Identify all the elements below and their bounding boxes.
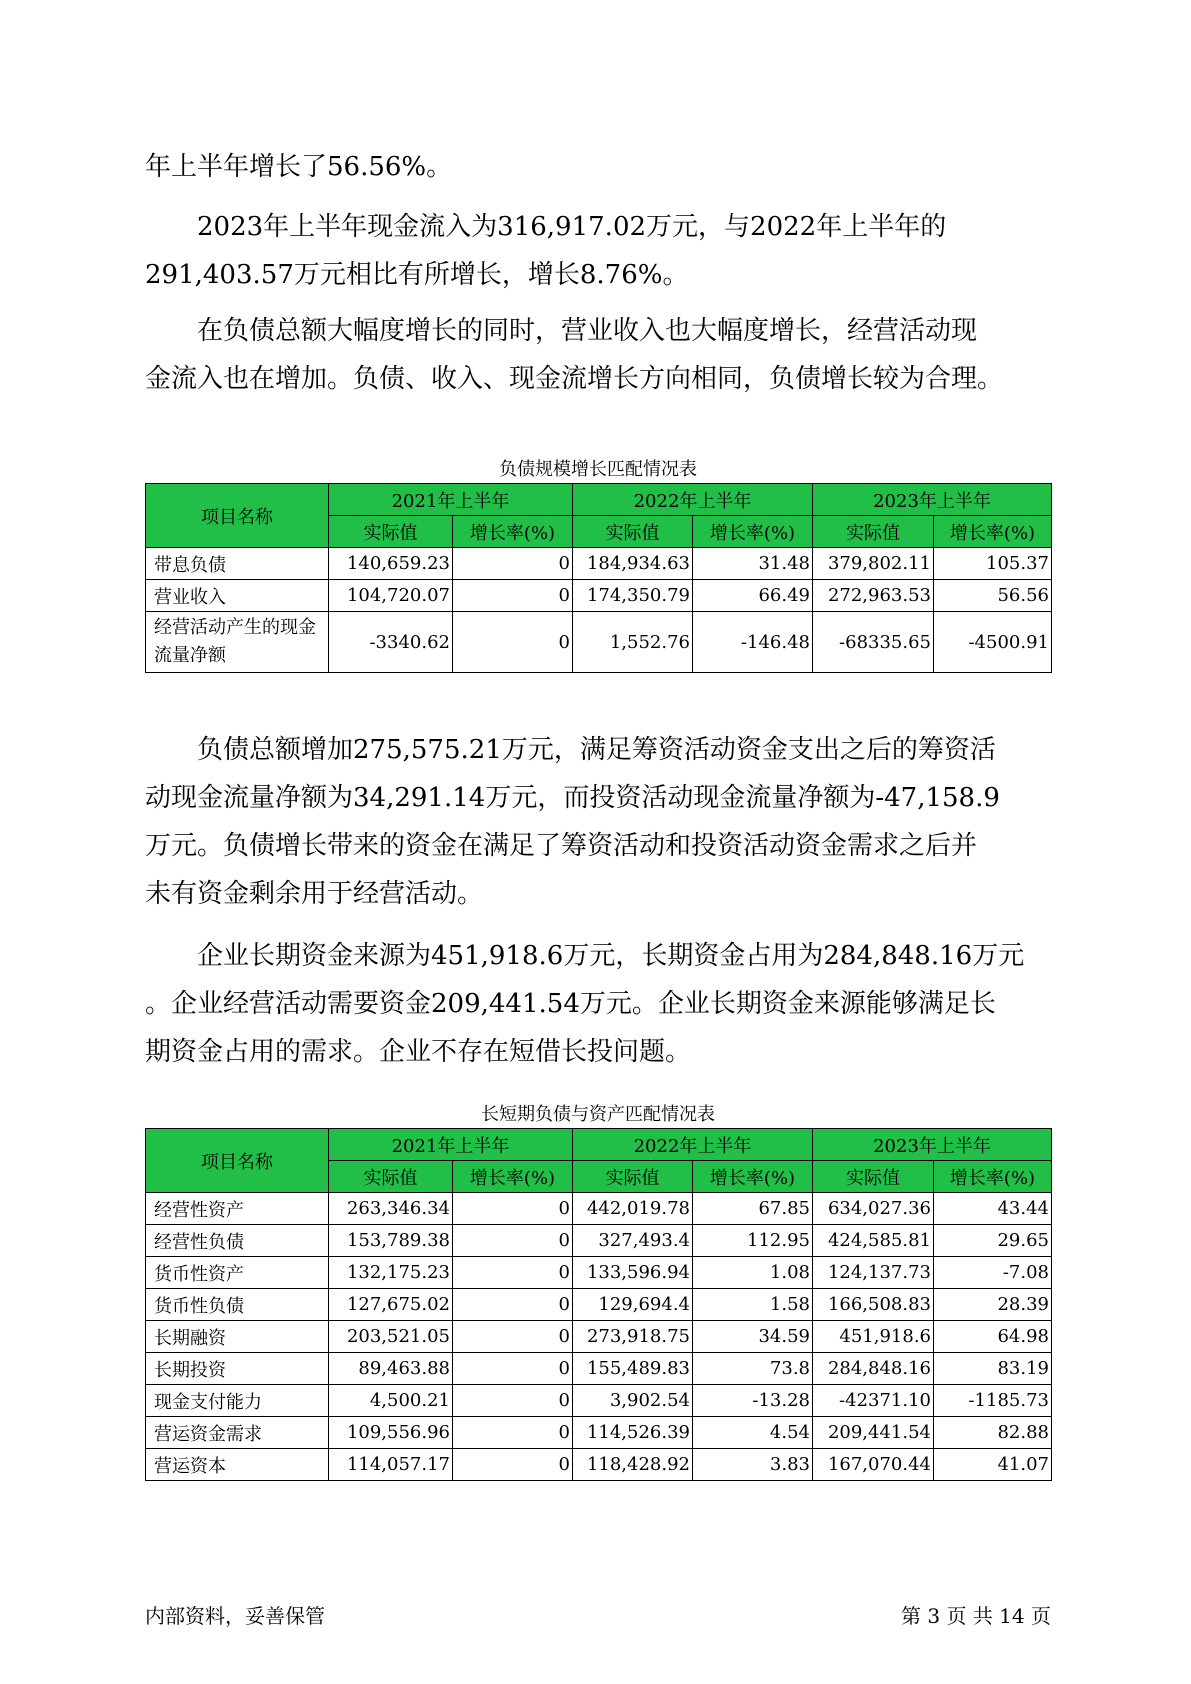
table-row <box>146 1289 1052 1321</box>
cell: -146.48 <box>693 612 813 673</box>
header-growth-rate: 增长率(%) <box>453 516 573 548</box>
footer-page-number: 第 3 页 共 14 页 <box>901 1604 1051 1628</box>
table-row <box>146 580 1052 612</box>
paragraph-line: 。企业经营活动需要资金209,441.54万元。企业长期资金来源能够满足长 <box>145 989 996 1019</box>
paragraph-line: 年上半年增长了56.56%。 <box>145 152 453 182</box>
cell: 634,027.36 <box>813 1193 934 1225</box>
cell: 114,526.39 <box>573 1417 693 1449</box>
paragraph-line: 291,403.57万元相比有所增长，增长8.76%。 <box>145 260 689 290</box>
cell: 34.59 <box>693 1321 813 1353</box>
paragraph-3 <box>145 307 1065 403</box>
paragraph-5 <box>145 932 1065 1076</box>
cell: 1,552.76 <box>573 612 693 673</box>
table-row <box>146 1193 1052 1225</box>
header-item-name: 项目名称 <box>146 484 329 548</box>
cell: 133,596.94 <box>573 1257 693 1289</box>
paragraph-line: 动现金流量净额为34,291.14万元，而投资活动现金流量净额为-47,158.9 <box>145 783 1000 813</box>
header-year-2023: 2023年上半年 <box>813 1129 1052 1161</box>
cell: -68335.65 <box>813 612 934 673</box>
row-label: 货币性资产 <box>146 1257 329 1289</box>
paragraph-line: 企业长期资金来源为451,918.6万元，长期资金占用为284,848.16万元 <box>197 941 1025 971</box>
cell: 64.98 <box>934 1321 1052 1353</box>
header-actual-value: 实际值 <box>813 1161 934 1193</box>
cell: 67.85 <box>693 1193 813 1225</box>
cell: 4.54 <box>693 1417 813 1449</box>
cell: 83.19 <box>934 1353 1052 1385</box>
cell: 4,500.21 <box>329 1385 453 1417</box>
table2-caption: 长短期负债与资产匹配情况表 <box>481 1104 715 1125</box>
cell: 41.07 <box>934 1449 1052 1481</box>
cell: 66.49 <box>693 580 813 612</box>
table-row <box>146 1257 1052 1289</box>
cell: 0 <box>453 548 573 580</box>
cell: 0 <box>453 1353 573 1385</box>
cell: 284,848.16 <box>813 1353 934 1385</box>
cell: 424,585.81 <box>813 1225 934 1257</box>
cell: 118,428.92 <box>573 1449 693 1481</box>
cell: 153,789.38 <box>329 1225 453 1257</box>
table1-caption: 负债规模增长匹配情况表 <box>499 459 697 480</box>
cell: 3,902.54 <box>573 1385 693 1417</box>
header-year-2021: 2021年上半年 <box>329 1129 573 1161</box>
header-growth-rate: 增长率(%) <box>693 516 813 548</box>
cell: 105.37 <box>934 548 1052 580</box>
header-growth-rate: 增长率(%) <box>934 516 1052 548</box>
header-year-2022: 2022年上半年 <box>573 484 813 516</box>
row-label: 营运资本 <box>146 1449 329 1481</box>
table-row <box>146 1321 1052 1353</box>
row-label: 经营性负债 <box>146 1225 329 1257</box>
header-growth-rate: 增长率(%) <box>693 1161 813 1193</box>
cell: 379,802.11 <box>813 548 934 580</box>
cell: -3340.62 <box>329 612 453 673</box>
cell: 3.83 <box>693 1449 813 1481</box>
paragraph-1 <box>145 143 1065 191</box>
footer-confidential: 内部资料，妥善保管 <box>145 1604 325 1628</box>
cell: 0 <box>453 1225 573 1257</box>
cell: 0 <box>453 580 573 612</box>
cell: -4500.91 <box>934 612 1052 673</box>
header-actual-value: 实际值 <box>329 516 453 548</box>
table-row <box>146 548 1052 580</box>
cell: 129,694.4 <box>573 1289 693 1321</box>
cell: -42371.10 <box>813 1385 934 1417</box>
cell: 184,934.63 <box>573 548 693 580</box>
cell: 112.95 <box>693 1225 813 1257</box>
cell: 273,918.75 <box>573 1321 693 1353</box>
table-row <box>146 1385 1052 1417</box>
paragraph-2 <box>145 203 1065 299</box>
cell: -1185.73 <box>934 1385 1052 1417</box>
cell: 124,137.73 <box>813 1257 934 1289</box>
table-row <box>146 612 1052 673</box>
header-actual-value: 实际值 <box>329 1161 453 1193</box>
cell: 28.39 <box>934 1289 1052 1321</box>
cell: 451,918.6 <box>813 1321 934 1353</box>
cell: 29.65 <box>934 1225 1052 1257</box>
table-row <box>146 1417 1052 1449</box>
row-label: 带息负债 <box>146 548 329 580</box>
cell: 104,720.07 <box>329 580 453 612</box>
cell: 109,556.96 <box>329 1417 453 1449</box>
cell: 327,493.4 <box>573 1225 693 1257</box>
paragraph-line: 金流入也在增加。负债、收入、现金流增长方向相同，负债增长较为合理。 <box>145 364 1004 394</box>
cell: 0 <box>453 1385 573 1417</box>
cell: 1.58 <box>693 1289 813 1321</box>
cell: 167,070.44 <box>813 1449 934 1481</box>
cell: 166,508.83 <box>813 1289 934 1321</box>
header-actual-value: 实际值 <box>813 516 934 548</box>
paragraph-line: 在负债总额大幅度增长的同时，营业收入也大幅度增长，经营活动现 <box>197 316 978 346</box>
cell: -13.28 <box>693 1385 813 1417</box>
cell: 442,019.78 <box>573 1193 693 1225</box>
cell: 209,441.54 <box>813 1417 934 1449</box>
cell: 1.08 <box>693 1257 813 1289</box>
cell: 43.44 <box>934 1193 1052 1225</box>
cell: 203,521.05 <box>329 1321 453 1353</box>
cell: 272,963.53 <box>813 580 934 612</box>
table-row <box>146 1225 1052 1257</box>
cell: 0 <box>453 1193 573 1225</box>
row-label: 经营性资产 <box>146 1193 329 1225</box>
header-year-2023: 2023年上半年 <box>813 484 1052 516</box>
cell: 132,175.23 <box>329 1257 453 1289</box>
cell: 73.8 <box>693 1353 813 1385</box>
header-growth-rate: 增长率(%) <box>453 1161 573 1193</box>
cell: 174,350.79 <box>573 580 693 612</box>
cell: 155,489.83 <box>573 1353 693 1385</box>
paragraph-line: 2023年上半年现金流入为316,917.02万元，与2022年上半年的 <box>197 212 947 242</box>
table-row <box>146 1353 1052 1385</box>
cell: 31.48 <box>693 548 813 580</box>
cell: 82.88 <box>934 1417 1052 1449</box>
paragraph-line: 未有资金剩余用于经营活动。 <box>145 879 484 909</box>
paragraph-line: 万元。负债增长带来的资金在满足了筹资活动和投资活动资金需求之后并 <box>145 831 978 861</box>
paragraph-4 <box>145 726 1065 918</box>
row-label: 货币性负债 <box>146 1289 329 1321</box>
cell: 140,659.23 <box>329 548 453 580</box>
table-row <box>146 1449 1052 1481</box>
header-year-2022: 2022年上半年 <box>573 1129 813 1161</box>
cell: 89,463.88 <box>329 1353 453 1385</box>
header-item-name: 项目名称 <box>146 1129 329 1193</box>
cell: 114,057.17 <box>329 1449 453 1481</box>
row-label: 经营活动产生的现金流量净额 <box>146 612 329 673</box>
cell: 127,675.02 <box>329 1289 453 1321</box>
table-debt-growth <box>145 483 1052 673</box>
row-label: 长期投资 <box>146 1353 329 1385</box>
cell: 0 <box>453 1417 573 1449</box>
cell: 0 <box>453 1289 573 1321</box>
table-long-short-match <box>145 1128 1052 1481</box>
cell: -7.08 <box>934 1257 1052 1289</box>
cell: 0 <box>453 612 573 673</box>
header-year-2021: 2021年上半年 <box>329 484 573 516</box>
cell: 56.56 <box>934 580 1052 612</box>
paragraph-line: 负债总额增加275,575.21万元，满足筹资活动资金支出之后的筹资活 <box>197 735 996 765</box>
row-label: 营业收入 <box>146 580 329 612</box>
paragraph-line: 期资金占用的需求。企业不存在短借长投问题。 <box>145 1037 692 1067</box>
row-label: 长期融资 <box>146 1321 329 1353</box>
header-growth-rate: 增长率(%) <box>934 1161 1052 1193</box>
header-actual-value: 实际值 <box>573 516 693 548</box>
header-actual-value: 实际值 <box>573 1161 693 1193</box>
row-label: 现金支付能力 <box>146 1385 329 1417</box>
cell: 263,346.34 <box>329 1193 453 1225</box>
cell: 0 <box>453 1257 573 1289</box>
cell: 0 <box>453 1449 573 1481</box>
cell: 0 <box>453 1321 573 1353</box>
row-label: 营运资金需求 <box>146 1417 329 1449</box>
